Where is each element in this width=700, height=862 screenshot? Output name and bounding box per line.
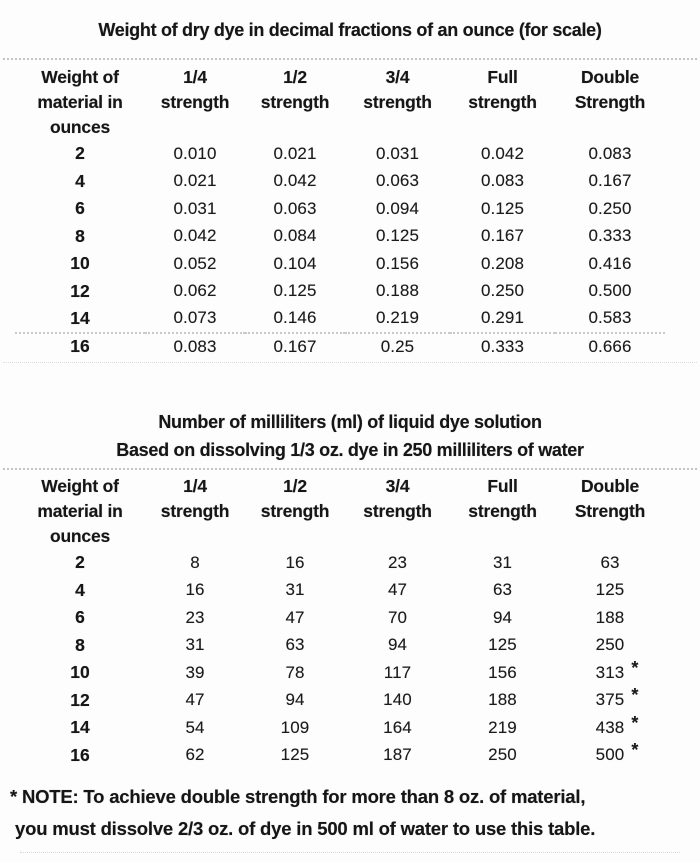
table-cell: 0.333 bbox=[450, 333, 555, 361]
header-line: Double bbox=[580, 476, 640, 496]
header-line: Strength bbox=[574, 92, 646, 112]
header-line: strength bbox=[363, 501, 432, 521]
header-row bbox=[15, 65, 665, 140]
row-label-ounces: 14 bbox=[70, 717, 90, 738]
table-cell: 54 bbox=[185, 717, 205, 737]
row-label-ounces: 2 bbox=[75, 143, 85, 164]
table-cell: 0.500 bbox=[588, 281, 632, 301]
row-label-ounces: 2 bbox=[75, 552, 85, 573]
column-header-ounces bbox=[15, 474, 145, 549]
table-cell: 0.25 bbox=[345, 333, 450, 361]
header-line: 1/4 bbox=[183, 476, 207, 496]
table-cell: 109 bbox=[280, 717, 310, 737]
header-line: material in bbox=[37, 92, 123, 112]
table-cell: 63 bbox=[492, 580, 513, 600]
table-row bbox=[15, 305, 665, 333]
table-cell: 31 bbox=[492, 552, 513, 572]
header-line: strength bbox=[468, 92, 537, 112]
table-cell: 0.063 bbox=[273, 198, 317, 218]
table-cell: 0.083 bbox=[480, 171, 525, 191]
table-cell: 23 bbox=[387, 552, 408, 572]
table-cell: 0.188 bbox=[375, 281, 420, 301]
header-line: Strength bbox=[574, 501, 646, 521]
table-cell bbox=[555, 742, 665, 770]
table-row bbox=[15, 168, 665, 196]
table-cell: 0.042 bbox=[173, 226, 217, 246]
table-cell: 0.021 bbox=[173, 171, 217, 191]
table-cell: 125 bbox=[488, 635, 517, 655]
column-header-full-strength bbox=[450, 474, 555, 549]
row-label-ounces: 14 bbox=[70, 307, 90, 328]
table-cell: 0.042 bbox=[273, 171, 317, 191]
table-cell: 62 bbox=[185, 745, 205, 765]
header-line: strength bbox=[160, 501, 230, 521]
table-cell: 0.666 bbox=[555, 333, 665, 361]
scan-line-divider bbox=[3, 362, 697, 363]
table-cell: 94 bbox=[285, 690, 305, 710]
table-cell: 94 bbox=[387, 635, 408, 655]
table-cell: 164 bbox=[383, 717, 412, 737]
header-line: ounces bbox=[49, 117, 111, 137]
table-row bbox=[15, 604, 665, 632]
table-cell: 0.250 bbox=[480, 281, 525, 301]
column-header-double-strength bbox=[555, 65, 665, 140]
table-cell bbox=[555, 577, 665, 605]
table-cell: 0.125 bbox=[273, 281, 317, 301]
cell-value: 313 bbox=[595, 662, 625, 682]
row-label-ounces: 16 bbox=[15, 333, 145, 361]
table-cell: 94 bbox=[492, 607, 513, 627]
header-line: strength bbox=[260, 92, 330, 112]
table-cell: 0.333 bbox=[588, 226, 632, 246]
table-cell: 0.031 bbox=[375, 143, 420, 163]
header-line: ounces bbox=[49, 526, 111, 546]
table-cell: 0.583 bbox=[588, 308, 632, 328]
cell-value: 188 bbox=[595, 607, 625, 627]
column-header-quarter-strength bbox=[145, 65, 245, 140]
header-line: Weight of bbox=[41, 67, 119, 87]
table-cell: 0.208 bbox=[480, 253, 525, 273]
table-cell bbox=[555, 687, 665, 715]
row-label-ounces: 4 bbox=[75, 170, 85, 191]
table-cell: 31 bbox=[185, 635, 205, 655]
header-line: material in bbox=[37, 501, 123, 521]
table1-title: Weight of dry dye in decimal fractions of an ounce (for scale) bbox=[98, 20, 602, 40]
header-line: strength bbox=[260, 501, 330, 521]
table-cell bbox=[555, 714, 665, 742]
table-row bbox=[15, 250, 665, 278]
table-cell: 0.021 bbox=[273, 143, 317, 163]
table-row bbox=[15, 195, 665, 223]
table-cell: 0.156 bbox=[375, 253, 420, 273]
row-label-ounces: 8 bbox=[75, 225, 85, 246]
asterisk-marker: * bbox=[631, 685, 639, 706]
table-cell: 0.250 bbox=[588, 198, 632, 218]
table-cell: 0.167 bbox=[245, 333, 345, 361]
table-row bbox=[15, 714, 665, 742]
row-label-ounces: 6 bbox=[75, 607, 85, 628]
table-cell: 0.291 bbox=[480, 308, 525, 328]
liquid-dye-titles bbox=[0, 408, 700, 464]
table-cell: 23 bbox=[185, 607, 205, 627]
scan-line-divider bbox=[20, 852, 680, 853]
row-label-ounces: 6 bbox=[75, 198, 85, 219]
table-cell bbox=[555, 604, 665, 632]
header-line: 1/4 bbox=[183, 67, 207, 87]
row-label-ounces: 8 bbox=[75, 634, 85, 655]
table-row bbox=[15, 223, 665, 251]
cell-value: 250 bbox=[595, 635, 625, 655]
table-cell: 47 bbox=[285, 607, 305, 627]
header-line: Weight of bbox=[41, 476, 119, 496]
table2-title: Number of milliliters (ml) of liquid dye solution bbox=[158, 412, 542, 432]
cell-value: 375 bbox=[595, 690, 625, 710]
cell-value: 125 bbox=[595, 580, 625, 600]
row-label-ounces: 10 bbox=[70, 662, 90, 683]
table-cell: 0.104 bbox=[273, 253, 317, 273]
table-cell: 0.031 bbox=[173, 198, 217, 218]
table-cell: 0.073 bbox=[173, 308, 217, 328]
table-cell: 0.084 bbox=[273, 226, 317, 246]
table-cell: 0.042 bbox=[480, 143, 525, 163]
table-cell: 70 bbox=[387, 607, 408, 627]
table-cell: 0.167 bbox=[588, 171, 632, 191]
cell-value: 438 bbox=[595, 717, 625, 737]
column-header-half-strength bbox=[245, 474, 345, 549]
table-cell: 39 bbox=[185, 662, 205, 682]
liquid-dye-table-header bbox=[15, 474, 665, 549]
table-cell bbox=[555, 549, 665, 577]
table-cell: 140 bbox=[383, 690, 412, 710]
header-row bbox=[15, 474, 665, 549]
table-cell: 63 bbox=[285, 635, 305, 655]
table-cell: 125 bbox=[280, 745, 310, 765]
table-cell: 16 bbox=[285, 552, 305, 572]
row-label-ounces: 12 bbox=[70, 280, 90, 301]
liquid-dye-table-body bbox=[15, 549, 665, 769]
scan-line-divider bbox=[3, 468, 697, 470]
header-line: 3/4 bbox=[385, 476, 410, 496]
footnote-line-2: you must dissolve 2/3 oz. of dye in 500 ml of water to use this table. bbox=[15, 818, 596, 839]
table-row bbox=[15, 687, 665, 715]
table-row bbox=[15, 333, 665, 361]
table-cell: 31 bbox=[285, 580, 305, 600]
table-cell: 0.094 bbox=[375, 198, 420, 218]
footnote bbox=[10, 781, 688, 845]
column-header-double-strength bbox=[555, 474, 665, 549]
column-header-half-strength bbox=[245, 65, 345, 140]
header-line: strength bbox=[468, 501, 537, 521]
table-cell: 47 bbox=[185, 690, 205, 710]
column-header-threequarter-strength bbox=[345, 65, 450, 140]
column-header-quarter-strength bbox=[145, 474, 245, 549]
footnote-line-1: * NOTE: To achieve double strength for more than 8 oz. of material, bbox=[10, 786, 586, 807]
table-cell: 0.146 bbox=[273, 308, 317, 328]
table-cell: 0.083 bbox=[588, 143, 632, 163]
column-header-threequarter-strength bbox=[345, 474, 450, 549]
table2-subtitle: Based on dissolving 1/3 oz. dye in 250 milliliters of water bbox=[116, 440, 584, 460]
row-label-ounces: 10 bbox=[70, 253, 90, 274]
header-line: Full bbox=[487, 67, 518, 87]
dry-dye-table-body bbox=[15, 140, 665, 360]
table-cell: 0.063 bbox=[375, 171, 420, 191]
table-row bbox=[15, 742, 665, 770]
table-row bbox=[15, 549, 665, 577]
table-cell: 0.125 bbox=[375, 226, 420, 246]
row-label-ounces: 12 bbox=[70, 689, 90, 710]
table-cell bbox=[555, 632, 665, 660]
table-cell: 0.219 bbox=[375, 308, 420, 328]
row-label-ounces: 16 bbox=[70, 744, 90, 765]
table-row bbox=[15, 140, 665, 168]
header-line: 1/2 bbox=[283, 476, 307, 496]
table-row bbox=[15, 632, 665, 660]
header-line: Double bbox=[580, 67, 640, 87]
table-cell: 0.167 bbox=[480, 226, 525, 246]
table-row bbox=[15, 278, 665, 306]
table-cell: 0.052 bbox=[173, 253, 217, 273]
table-cell: 156 bbox=[488, 662, 517, 682]
table-row bbox=[15, 577, 665, 605]
cell-value: 63 bbox=[600, 552, 620, 572]
asterisk-marker: * bbox=[631, 657, 639, 678]
table-cell: 188 bbox=[488, 690, 517, 710]
table-cell: 0.083 bbox=[145, 333, 245, 361]
header-line: 3/4 bbox=[385, 67, 410, 87]
table-cell bbox=[555, 659, 665, 687]
table-row bbox=[15, 659, 665, 687]
header-line: strength bbox=[160, 92, 230, 112]
table-cell: 47 bbox=[387, 580, 408, 600]
scan-line-divider bbox=[3, 58, 697, 60]
table-cell: 0.062 bbox=[173, 281, 217, 301]
table-cell: 187 bbox=[383, 745, 412, 765]
table-cell: 0.416 bbox=[588, 253, 632, 273]
asterisk-marker: * bbox=[631, 712, 639, 733]
table-cell: 117 bbox=[383, 662, 412, 682]
dry-dye-table bbox=[15, 65, 665, 360]
row-label-ounces: 4 bbox=[75, 579, 85, 600]
table-cell: 78 bbox=[285, 662, 305, 682]
cell-value: 500 bbox=[595, 745, 625, 765]
asterisk-marker: * bbox=[631, 740, 639, 761]
liquid-dye-table bbox=[15, 474, 665, 769]
header-line: strength bbox=[363, 92, 432, 112]
dry-dye-table-header bbox=[15, 65, 665, 140]
table-cell: 219 bbox=[488, 717, 517, 737]
column-header-ounces bbox=[15, 65, 145, 140]
table-cell: 0.125 bbox=[480, 198, 525, 218]
table-cell: 250 bbox=[488, 745, 517, 765]
header-line: 1/2 bbox=[283, 67, 307, 87]
header-line: Full bbox=[487, 476, 518, 496]
table-cell: 8 bbox=[190, 552, 200, 572]
table-cell: 16 bbox=[185, 580, 205, 600]
column-header-full-strength bbox=[450, 65, 555, 140]
table-cell: 0.010 bbox=[173, 143, 217, 163]
